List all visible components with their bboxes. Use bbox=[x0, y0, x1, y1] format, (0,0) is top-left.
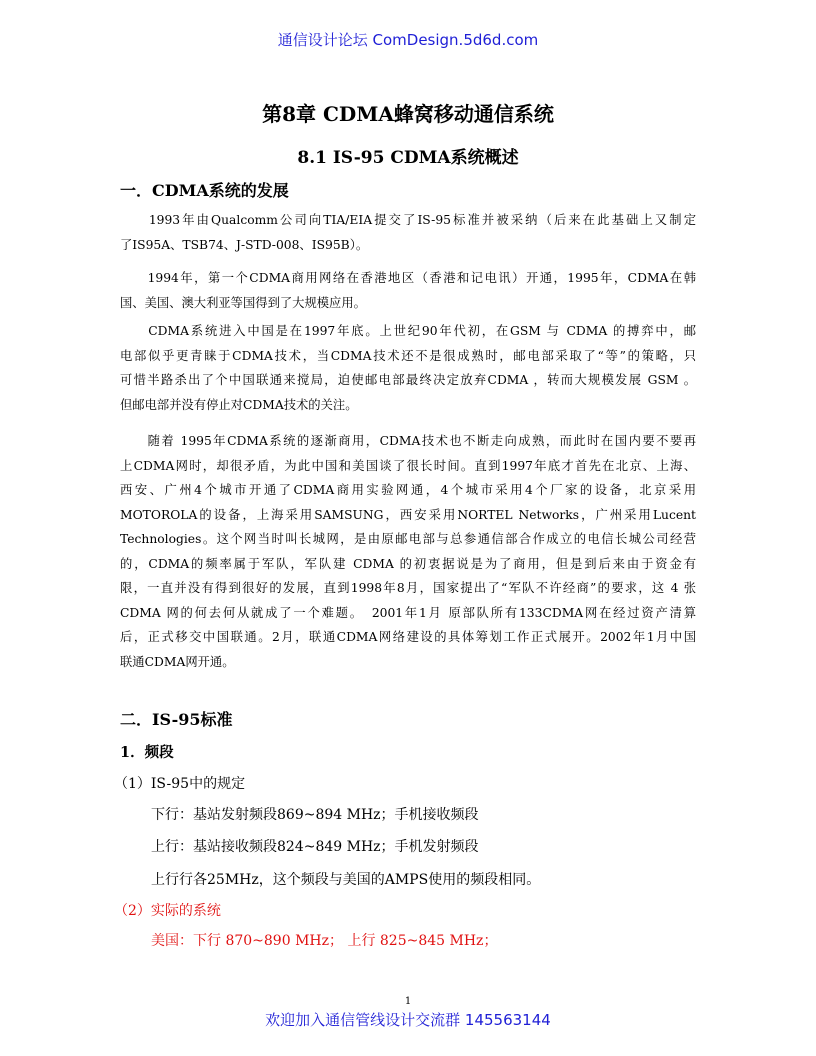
paragraph-line: 了IS95A、TSB74、J-STD-008、IS95B）。 bbox=[120, 237, 369, 252]
paragraph-line: 联通CDMA网开通。 bbox=[120, 654, 235, 669]
paragraph-line: 1994年，第一个CDMA商用网络在香港地区（香港和记电讯）开通，1995年，CDMA在韩 bbox=[120, 271, 696, 285]
part1-heading: 一．CDMA系统的发展 bbox=[120, 181, 289, 200]
bandwidth-line: 上行行各25MHz，这个频段与美国的AMPS使用的频段相同。 bbox=[151, 872, 541, 888]
paragraph-line: CDMA 网的何去何从就成了一个难题。 2001年1月 原部队所有133CDMA网在经过资产清算 bbox=[120, 605, 696, 620]
paragraph-line: 的，CDMA的频率属于军队，军队建 CDMA 的初衷据说是为了商用，但是到后来由于资金有 bbox=[120, 556, 696, 571]
paragraph-line: 后，正式移交中国联通。2月，联通CDMA网络建设的具体筹划工作正式展开。2002年1月中国 bbox=[120, 630, 696, 644]
subheading-frequency-band: 1．频段 bbox=[120, 744, 174, 761]
paragraph-line: Technologies。这个网当时叫长城网，是由原邮电部与总参通信部合作成立的电信长城公司经营 bbox=[120, 532, 696, 546]
paragraph-line: 可惜半路杀出了个中国联通来搅局，迫使邮电部最终决定放弃CDMA ，转而大规模发展 GSM 。 bbox=[120, 373, 696, 387]
usa-band-line: 美国：下行 870~890 MHz； 上行 825~845 MHz； bbox=[151, 933, 498, 949]
paragraph-line: MOTOROLA的设备，上海采用SAMSUNG，西安采用NORTEL Networks，广州采用Lucent bbox=[120, 507, 696, 522]
paragraph-line: 国、美国、澳大利亚等国得到了大规模应用。 bbox=[120, 295, 366, 310]
paragraph-line: CDMA系统进入中国是在1997年底。上世纪90年代初，在GSM 与 CDMA 的搏弈中，邮 bbox=[120, 324, 696, 338]
downlink-line: 下行：基站发射频段869~894 MHz；手机接收频段 bbox=[151, 807, 479, 823]
paragraph-line: 限，一直并没有得到很好的发展，直到1998年8月，国家提出了“军队不许经商”的要求，这 4 张 bbox=[120, 581, 696, 595]
paragraph-line: 上CDMA网时，却很矛盾，为此中国和美国谈了很长时间。直到1997年底才首先在北京、上海、 bbox=[120, 458, 696, 473]
paragraph-4 bbox=[120, 429, 696, 674]
paragraph-1 bbox=[120, 208, 696, 257]
part2-heading: 二．IS-95标准 bbox=[120, 710, 233, 729]
page-header-link[interactable]: 通信设计论坛 ComDesign.5d6d.com bbox=[277, 31, 539, 49]
item-is95-rule: （1）IS-95中的规定 bbox=[114, 776, 246, 792]
uplink-line: 上行：基站接收频段824~849 MHz；手机发射频段 bbox=[151, 839, 479, 855]
page-number: 1 bbox=[404, 996, 412, 1007]
paragraph-2 bbox=[120, 266, 696, 315]
page-footer-link[interactable]: 欢迎加入通信管线设计交流群 145563144 bbox=[265, 1011, 551, 1029]
paragraph-3 bbox=[120, 319, 696, 417]
paragraph-line: 但邮电部并没有停止对CDMA技术的关注。 bbox=[120, 397, 358, 412]
item-actual-system: （2）实际的系统 bbox=[114, 903, 221, 919]
chapter-title: 第8章 CDMA蜂窝移动通信系统 bbox=[262, 102, 554, 126]
paragraph-line: 西安、广州4个城市开通了CDMA商用实验网通，4个城市采用4个厂家的设备，北京采用 bbox=[120, 483, 696, 497]
section-title: 8.1 IS-95 CDMA系统概述 bbox=[297, 148, 519, 168]
paragraph-line: 电部似乎更青睐于CDMA技术，当CDMA技术还不是很成熟时，邮电部采取了“等”的策略，只 bbox=[120, 348, 696, 363]
paragraph-line: 1993年由Qualcomm公司向TIA/EIA提交了IS-95标准并被采纳（后来在此基础上又制定 bbox=[120, 213, 696, 227]
paragraph-line: 随着 1995年CDMA系统的逐渐商用，CDMA技术也不断走向成熟，而此时在国内要不要再 bbox=[120, 434, 696, 448]
